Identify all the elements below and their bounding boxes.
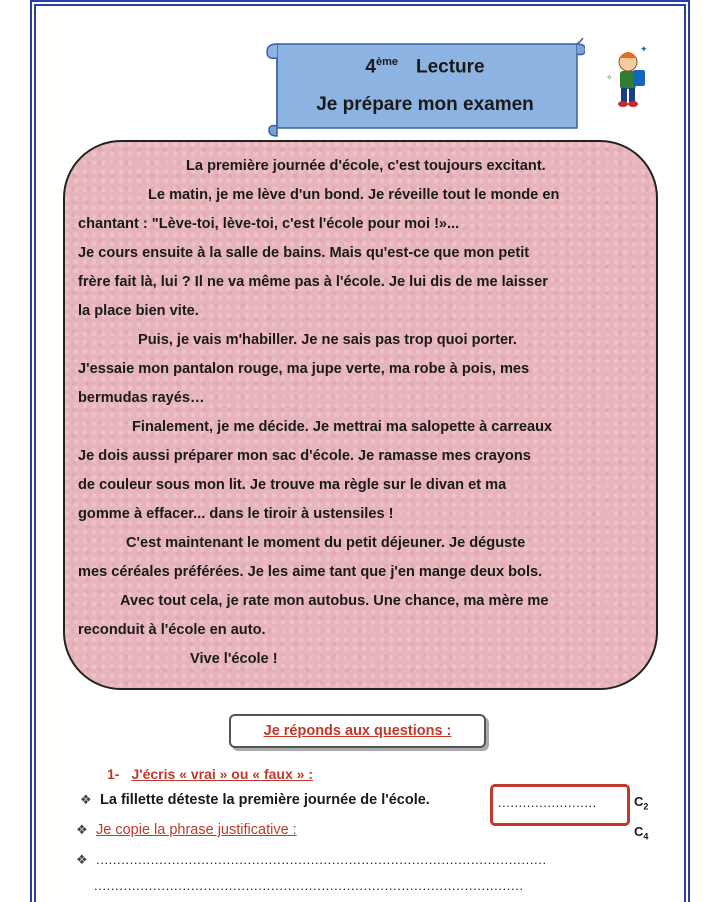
- passage-line: bermudas rayés…: [78, 390, 205, 406]
- banner-subject-line: [265, 56, 585, 78]
- page-title: Je prépare mon examen: [316, 94, 534, 115]
- justification-answer-line-2[interactable]: ......................................................................................................: [94, 878, 524, 893]
- competence-code-c2: $C_2$: [634, 794, 649, 812]
- question-1-heading: [107, 766, 313, 782]
- level-number: 4: [365, 56, 376, 78]
- passage-line: la place bien vite.: [78, 303, 199, 319]
- competence-code-c4: $C_4$: [634, 824, 649, 842]
- svg-text:✧: ✧: [606, 73, 613, 82]
- passage-line: Je cours ensuite à la salle de bains. Mais qu'est-ce que mon petit: [78, 245, 530, 261]
- passage-line: mes céréales préférées. Je les aime tant que j'en mange deux bols.: [78, 564, 543, 580]
- true-false-answer-field[interactable]: [490, 784, 630, 826]
- diamond-bullet-icon: ❖: [80, 792, 92, 807]
- answer-placeholder: ........................: [498, 795, 597, 810]
- passage-line: gomme à effacer... dans le tiroir à ustensiles !: [78, 506, 394, 522]
- passage-line: La première journée d'école, c'est toujours excitant.: [186, 158, 546, 174]
- questions-heading: Je réponds aux questions :: [263, 723, 452, 739]
- statement-text: La fillette déteste la première journée de l'école.: [100, 792, 430, 808]
- copy-justification-label: Je copie la phrase justificative :: [96, 822, 297, 838]
- schoolchild-illustration: [600, 40, 660, 112]
- passage-line: Vive l'école !: [190, 651, 278, 667]
- title-banner: [265, 38, 585, 134]
- passage-line: chantant : "Lève-toi, lève-toi, c'est l'école pour moi !»...: [78, 216, 460, 232]
- passage-line: J'essaie mon pantalon rouge, ma jupe verte, ma robe à pois, mes: [78, 361, 530, 377]
- passage-line: Le matin, je me lève d'un bond. Je réveille tout le monde en: [148, 187, 560, 203]
- question-title: J'écris « vrai » ou « faux » :: [131, 766, 313, 782]
- passage-line: Avec tout cela, je rate mon autobus. Une chance, ma mère me: [120, 593, 549, 609]
- passage-line: frère fait là, lui ? Il ne va même pas à l'école. Je lui dis de me laisser: [78, 274, 548, 290]
- passage-line: de couleur sous mon lit. Je trouve ma règle sur le divan et ma: [78, 477, 507, 493]
- passage-line: Puis, je vais m'habiller. Je ne sais pas trop quoi porter.: [138, 332, 517, 348]
- diamond-bullet-icon: ❖: [76, 822, 88, 837]
- reading-passage: [78, 152, 648, 674]
- subject-label: Lecture: [415, 56, 485, 78]
- justification-answer-line-1[interactable]: ❖ ...........................................................................................................: [76, 852, 547, 867]
- passage-line: reconduit à l'école en auto.: [78, 622, 266, 638]
- true-false-statement: [80, 792, 430, 808]
- passage-line: Je dois aussi préparer mon sac d'école. Je ramasse mes crayons: [78, 448, 531, 464]
- question-number: 1-: [107, 766, 120, 782]
- level-suffix: ème: [375, 56, 398, 68]
- copy-justification-row: [76, 822, 297, 838]
- scroll-banner-shape: [265, 38, 585, 138]
- passage-line: C'est maintenant le moment du petit déjeuner. Je déguste: [126, 535, 526, 551]
- diamond-bullet-icon: ❖: [76, 852, 89, 867]
- questions-heading-box: [229, 714, 486, 748]
- passage-line: Finalement, je me décide. Je mettrai ma salopette à carreaux: [132, 419, 553, 435]
- svg-text:✦: ✦: [640, 44, 648, 54]
